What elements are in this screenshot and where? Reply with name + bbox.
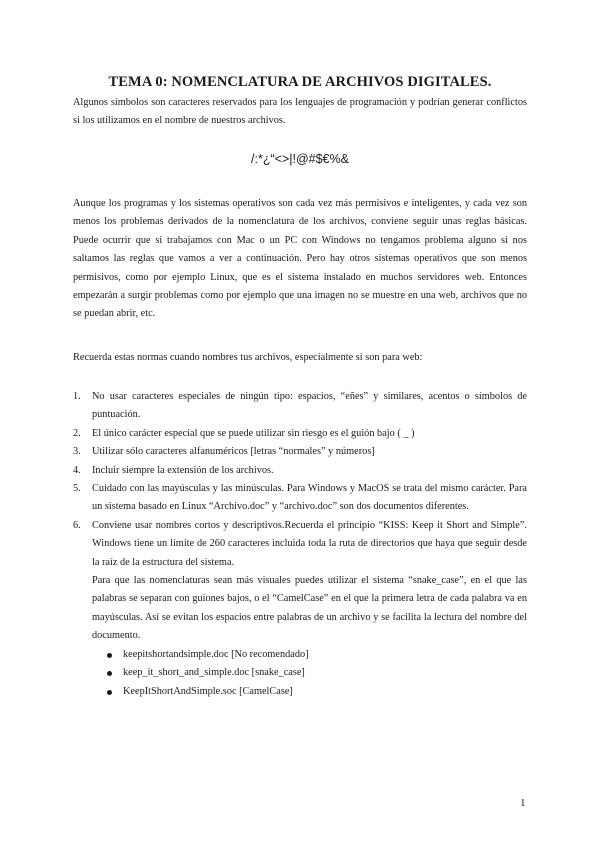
rule-number: 3. [73,446,81,458]
rule-6-detail: Para que las nomenclaturas sean más visuales puedes utilizar el sistema “snake_case”, en el que las palabras se separan con guiones bajos, o el “CamelCase” en el que la primera letra de cada palabra va en mayúsculas. Así se evitan los espacios entre palabras de un archivo y se facilita la lectura del nombre del documento. [92,575,527,642]
rule-text: No usar caracteres especiales de ningún tipo: espacios, “eñes” y similares, acentos o símbolos de puntuación. [92,391,527,421]
rule-number: 6. [73,519,81,531]
example-list [92,646,527,701]
bullet-icon [107,671,112,676]
rule-text: Cuidado con las mayúsculas y las minúsculas. Para Windows y MacOS se trata del mismo carácter. Para un sistema basado en Linux “Archivo.doc” y “archivo.doc” son dos documentos diferentes. [92,483,527,513]
intro-paragraph: Algunos símbolos son caracteres reservados para los lenguajes de programación y podrían generar conflictos si los utilizamos en el nombre de nuestros archivos. [73,97,527,127]
rule-text: Conviene usar nombres cortos y descriptivos.Recuerda el principio “KISS: Keep it Short and Simple”. Windows tiene un límite de 260 caracteres incluida toda la ruta de directorios que haya que seguir desde la raíz de la estructura del sistema. [92,519,527,568]
example-text: KeepItShortAndSimple.soc [CamelCase] [123,685,293,697]
rule-item [73,480,527,517]
rule-number: 1. [73,391,81,402]
rule-item [73,425,527,443]
example-item [92,646,527,664]
rule-text: Incluir siempre la extensión de los archivos. [92,464,274,476]
rule-item [73,388,527,425]
paragraph-rules-intro: Recuerda estas normas cuando nombres tus archivos, especialmente si son para web: [73,352,423,363]
rule-item [73,462,527,480]
example-item [92,664,527,682]
rule-text: Utilizar sólo caracteres alfanuméricos [letras “normales” y números] [92,446,375,458]
rule-number: 2. [73,427,81,439]
bullet-icon [107,653,112,658]
document-title: TEMA 0: NOMENCLATURA DE ARCHIVOS DIGITALES. [108,74,492,90]
paragraph-permissive-systems: Aunque los programas y los sistemas operativos son cada vez más permisivos e inteligentes, y cada vez son menos los problemas derivados de la nomenclatura de los archivos, conviene seguir unas reglas básicas. Puede ocurrir que si trabajamos con Mac o un PC con Windows no tengamos problema alguno si nos saltamos las reglas que vamos a ver a continuación. Pero hay otros sistemas operativos que son menos permisivos, como por ejemplo Linux, que es el sistema instalado en muchos servidores web. Entonces empezarán a surgir problemas como por ejemplo que una imagen no se muestre en una web, archivos que no se puedan abrir, etc. [73,198,527,320]
rule-number: 5. [73,483,81,495]
page-number: 1 [520,797,526,809]
example-item [92,683,527,701]
reserved-symbols: /:*¿“<>|!@#$€%& [251,152,349,166]
rule-text: El único carácter especial que se puede utilizar sin riesgo es el guión bajo ( _ ) [92,427,415,439]
rule-item [73,517,527,701]
example-text: keep_it_short_and_simple.doc [snake_case] [123,667,305,679]
bullet-icon [107,690,112,695]
rule-item [73,443,527,461]
example-text: keepitshortandsimple.doc [No recomendado] [123,648,309,660]
naming-rules-list [73,388,527,701]
rule-number: 4. [73,464,81,476]
